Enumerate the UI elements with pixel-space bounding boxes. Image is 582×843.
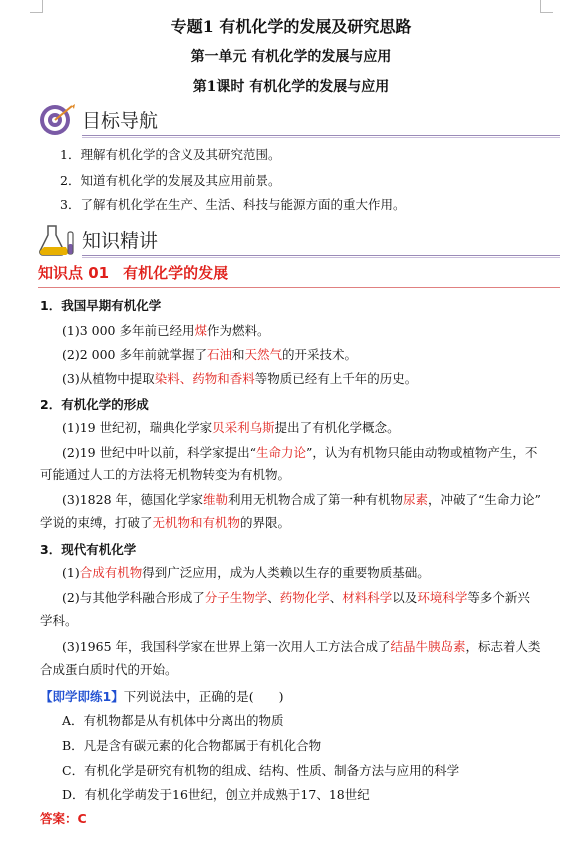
goal-item: 1．理解有机化学的含义及其研究范围。: [60, 147, 281, 162]
knowledge-point-title: [38, 262, 228, 283]
knowledge-banner: [38, 222, 560, 258]
goal-item: 2．知道有机化学的发展及其应用前景。: [60, 173, 281, 188]
corner-mark-top-left: [30, 0, 43, 13]
paragraph-line: 学科。: [40, 613, 78, 628]
paragraph-line: (1)3 000 多年前已经用煤作为燃料。: [62, 323, 270, 338]
exercise-option: A．有机物都是从有机体中分离出的物质: [62, 713, 284, 728]
topic-title: 专题1 有机化学的发展及研究思路: [170, 17, 412, 36]
section-title: 2．有机化学的形成: [40, 397, 149, 412]
flask-icon: [38, 222, 78, 258]
exercise-tag: 【即学即练1】: [40, 689, 124, 704]
paragraph-line: (3)1828 年，德国化学家维勒利用无机物合成了第一种有机物尿素，冲破了“生命力论”: [62, 492, 541, 507]
paragraph-line: (3)1965 年，我国科学家在世界上第一次用人工方法合成了结晶牛胰岛素，标志着人类: [62, 639, 541, 654]
goals-rule-light: [82, 137, 560, 138]
paragraph-line: (2)与其他学科融合形成了分子生物学、药物化学、材料科学以及环境科学等多个新兴: [62, 590, 530, 605]
goal-item: 3．了解有机化学在生产、生活、科技与能源方面的重大作用。: [60, 197, 406, 212]
knowledge-point-rule: [38, 287, 560, 288]
paragraph-line: 可能通过人工的方法将无机物转变为有机物。: [40, 467, 291, 482]
paragraph-line: (2)19 世纪中叶以前，科学家提出“生命力论”，认为有机物只能由动物或植物产生，不: [62, 445, 538, 460]
unit-title: 第一单元 有机化学的发展与应用: [190, 49, 392, 65]
corner-mark-top-right: [540, 0, 553, 13]
knowledge-rule: [82, 255, 560, 256]
exercise-answer: 答案：C: [40, 811, 87, 826]
goals-heading: 目标导航: [82, 110, 159, 132]
paragraph-line: (3)从植物中提取染料、药物和香料等物质已经有上千年的历史。: [62, 371, 418, 386]
exercise-option: C．有机化学是研究有机物的组成、结构、性质、制备方法与应用的科学: [62, 763, 460, 778]
knowledge-point-number: 知识点 01: [38, 264, 110, 282]
goals-banner: [38, 102, 560, 138]
paragraph-line: (1)19 世纪初，瑞典化学家贝采利乌斯提出了有机化学概念。: [62, 420, 400, 435]
paragraph-line: 学说的束缚，打破了无机物和有机物的界限。: [40, 515, 291, 530]
exercise-question: 【即学即练1】下列说法中，正确的是( ): [40, 689, 284, 704]
paragraph-line: (1)合成有机物得到广泛应用，成为人类赖以生存的重要物质基础。: [62, 565, 430, 580]
knowledge-rule-light: [82, 257, 560, 258]
exercise-option: D．有机化学萌发于16世纪，创立并成熟于17、18世纪: [62, 787, 370, 802]
target-icon: [38, 102, 78, 138]
exercise-option: B．凡是含有碳元素的化合物都属于有机化合物: [62, 738, 322, 753]
section-title: 3．现代有机化学: [40, 542, 137, 557]
section-title: 1．我国早期有机化学: [40, 298, 162, 313]
knowledge-heading: 知识精讲: [82, 230, 159, 252]
paragraph-line: 合成蛋白质时代的开始。: [40, 662, 178, 677]
knowledge-point-name: 有机化学的发展: [123, 264, 229, 282]
paragraph-line: (2)2 000 多年前就掌握了石油和天然气的开采技术。: [62, 347, 358, 362]
lesson-title: 第1课时 有机化学的发展与应用: [192, 79, 390, 95]
goals-rule: [82, 135, 560, 136]
